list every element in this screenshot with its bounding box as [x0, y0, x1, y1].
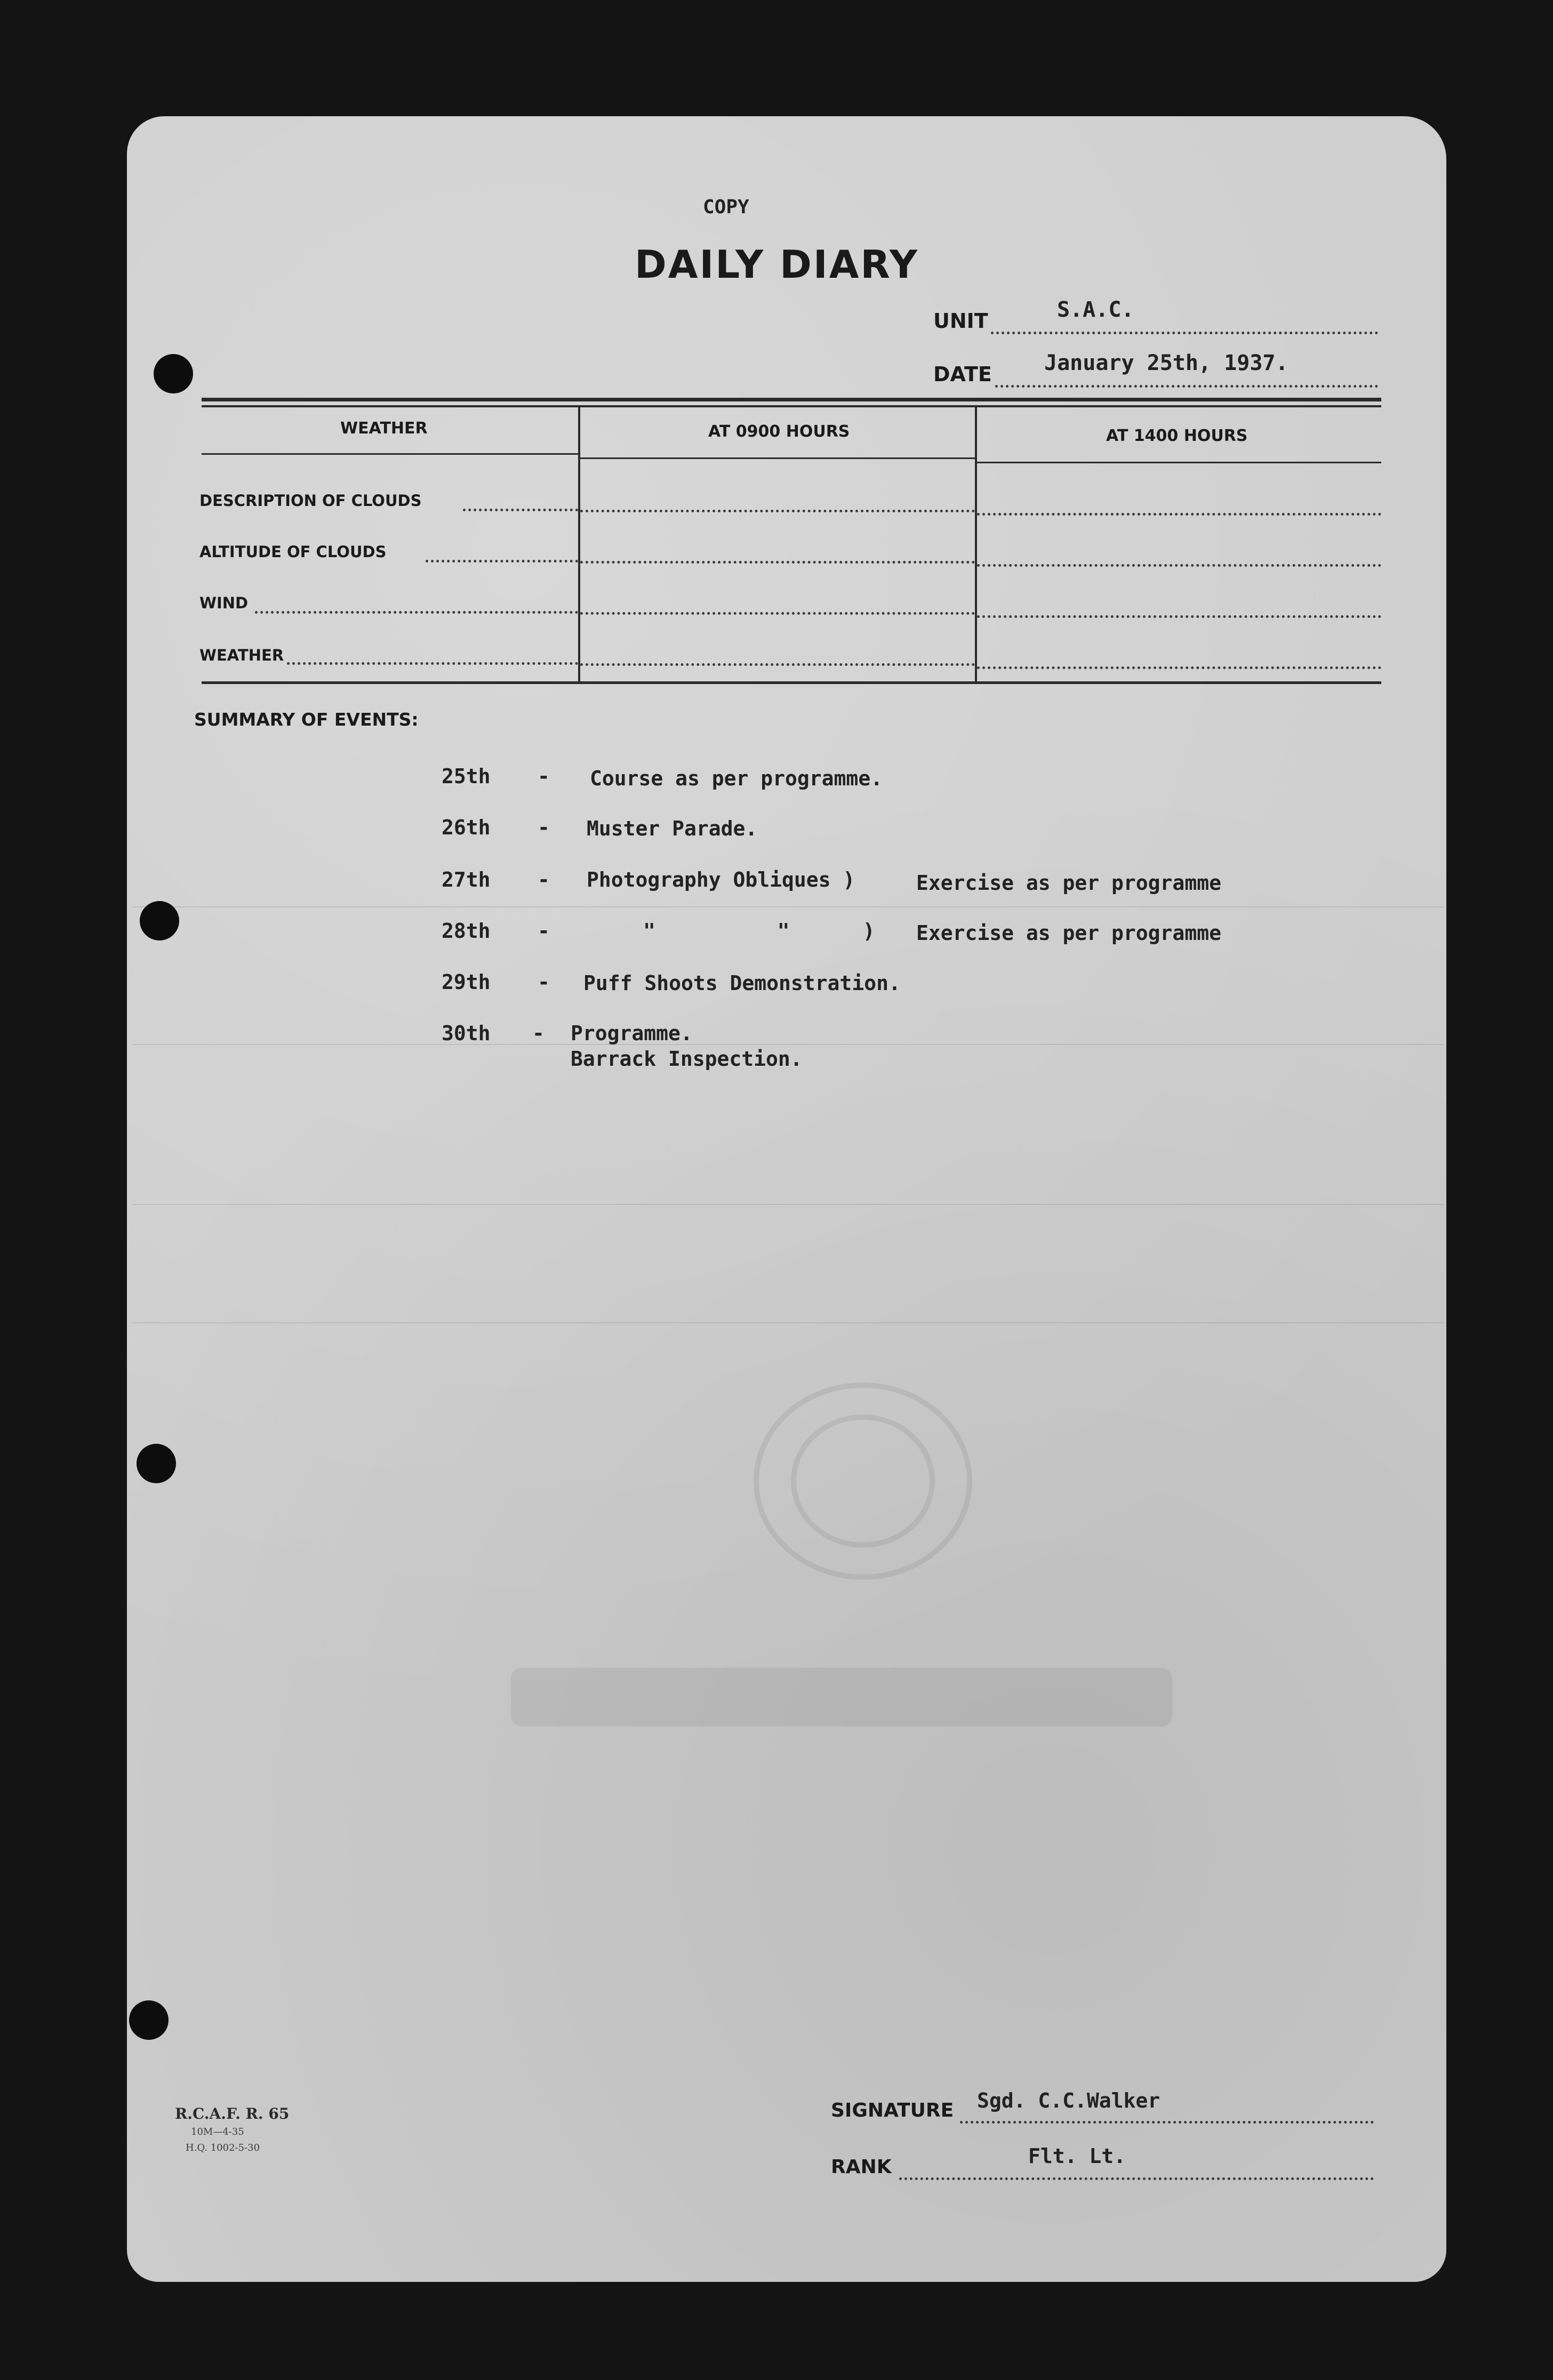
row-fill-line	[463, 509, 578, 511]
row-label-wind: WIND	[199, 594, 249, 612]
unit-fill-line	[991, 332, 1378, 334]
row-fill-line	[977, 513, 1381, 516]
row-fill-line	[580, 561, 975, 564]
entry-day: 29th	[442, 970, 491, 994]
punch-hole	[129, 2000, 169, 2040]
entry-dash: -	[532, 1022, 545, 1045]
table-column-divider	[578, 405, 580, 681]
rank-label: RANK	[831, 2156, 892, 2178]
entry-dash: -	[538, 868, 550, 891]
entry-dash: -	[538, 816, 550, 839]
diary-form-sheet	[127, 116, 1446, 2282]
date-value: January 25th, 1937.	[1044, 351, 1288, 375]
form-print-code: 10M—4-35	[191, 2126, 244, 2137]
row-fill-line	[977, 615, 1381, 618]
rank-value: Flt. Lt.	[1028, 2144, 1126, 2168]
entry-ditto: " " )	[643, 919, 875, 943]
table-column-divider	[975, 405, 977, 681]
date-fill-line	[995, 385, 1378, 388]
row-fill-line	[580, 612, 975, 615]
faint-seal-watermark	[479, 1364, 1215, 1769]
entry-text: Muster Parade.	[587, 817, 758, 840]
row-fill-line	[977, 666, 1381, 669]
signature-fill-line	[960, 2121, 1374, 2124]
entry-day: 25th	[442, 765, 491, 788]
entry-note: Exercise as per programme	[916, 871, 1221, 895]
faint-rule	[132, 1204, 1444, 1205]
entry-text: Photography Obliques )	[587, 868, 855, 891]
entry-day: 28th	[442, 919, 491, 943]
entry-dash: -	[538, 970, 550, 994]
row-label-weather: WEATHER	[199, 646, 284, 664]
1400-column-header: AT 1400 HOURS	[1106, 427, 1248, 445]
entry-text-continued: Barrack Inspection.	[571, 1047, 803, 1071]
weather-column-header: WEATHER	[340, 419, 428, 438]
row-label-description-of-clouds: DESCRIPTION OF CLOUDS	[199, 492, 422, 510]
unit-value: S.A.C.	[1057, 298, 1134, 322]
table-bottom-rule	[202, 681, 1381, 684]
rank-fill-line	[899, 2177, 1374, 2180]
entry-dash: -	[538, 919, 550, 943]
entry-text: Programme.	[571, 1022, 693, 1045]
table-header-rule	[977, 462, 1381, 463]
row-fill-line	[580, 510, 975, 512]
entry-text: Puff Shoots Demonstration.	[583, 971, 901, 995]
table-top-rule	[202, 398, 1381, 401]
entry-day: 26th	[442, 816, 491, 839]
signature-value: Sgd. C.C.Walker	[977, 2089, 1160, 2112]
row-fill-line	[287, 662, 578, 665]
row-fill-line	[426, 560, 578, 562]
entry-note: Exercise as per programme	[916, 921, 1221, 945]
entry-day: 30th	[442, 1022, 491, 1045]
table-header-rule	[202, 453, 579, 455]
punch-hole	[137, 1444, 176, 1483]
date-label: DATE	[933, 363, 992, 386]
row-fill-line	[580, 663, 975, 666]
faint-rule	[132, 906, 1444, 907]
form-hq-code: H.Q. 1002-5-30	[186, 2142, 260, 2153]
entry-text: Course as per programme.	[590, 767, 883, 790]
table-header-rule	[580, 457, 976, 459]
form-reference-number: R.C.A.F. R. 65	[175, 2105, 290, 2122]
faint-rule	[132, 1044, 1444, 1045]
entry-day: 27th	[442, 868, 491, 891]
table-top-rule	[202, 405, 1381, 407]
summary-heading: SUMMARY OF EVENTS:	[194, 709, 419, 730]
punch-hole	[154, 354, 193, 393]
unit-label: UNIT	[933, 309, 988, 333]
copy-stamp: COPY	[703, 196, 749, 218]
entry-dash: -	[538, 765, 550, 788]
row-label-altitude-of-clouds: ALTITUDE OF CLOUDS	[199, 543, 387, 561]
page-title: DAILY DIARY	[635, 242, 919, 287]
0900-column-header: AT 0900 HOURS	[708, 422, 850, 441]
row-fill-line	[977, 564, 1381, 567]
signature-label: SIGNATURE	[831, 2100, 954, 2121]
row-fill-line	[255, 611, 578, 614]
faint-rule	[132, 1322, 1444, 1323]
